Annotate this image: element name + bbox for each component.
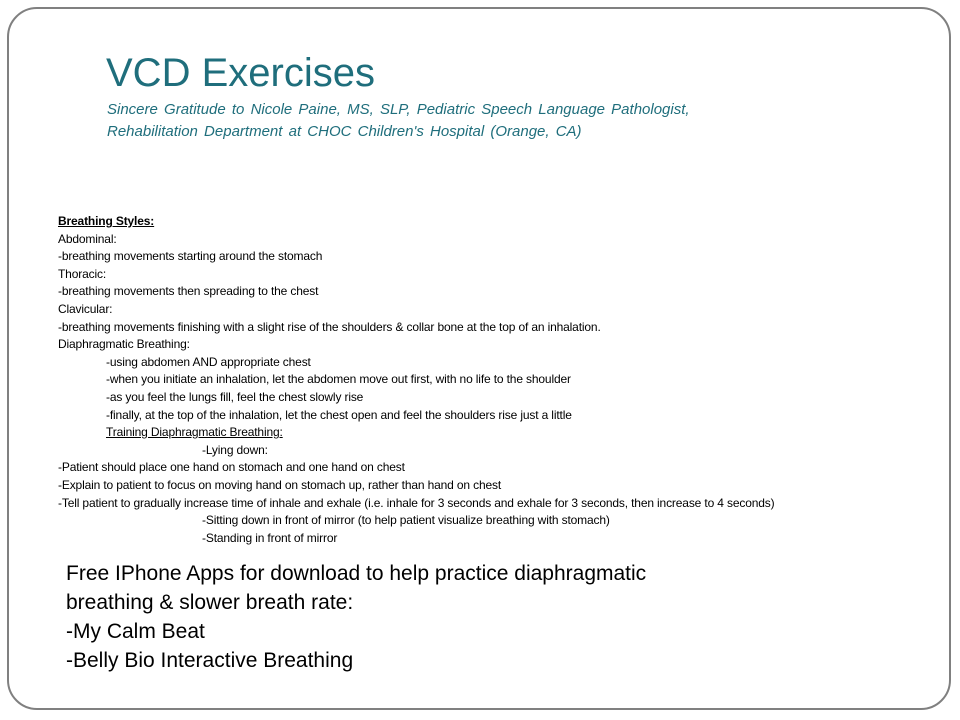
notes-line: Diaphragmatic Breathing: [58,337,190,352]
notes-line: -using abdomen AND appropriate chest [106,354,311,369]
notes-line: -Tell patient to gradually increase time of inhale and exhale (i.e. inhale for 3 seconds and exhale for 3 seconds, then increase to 4 seconds) [58,495,775,510]
notes-line: -finally, at the top of the inhalation, let the chest open and feel the shoulders rise just a little [106,407,572,422]
notes-line: -Patient should place one hand on stomach and one hand on chest [58,460,405,475]
notes-line: Abdominal: [58,231,117,246]
notes-line: -breathing movements finishing with a slight rise of the shoulders & collar bone at the top of an inhalation. [58,319,601,334]
app-item: -My Calm Beat [66,620,205,643]
notes-line: -breathing movements starting around the stomach [58,249,323,264]
slide-title: VCD Exercises [106,51,375,95]
notes-line: -Explain to patient to focus on moving hand on stomach up, rather than hand on chest [58,477,502,492]
notes-line: -Lying down: [202,442,268,457]
slide-subtitle [107,99,690,143]
iphone-apps-block [66,559,646,675]
notes-line: Thoracic: [58,266,106,281]
notes-heading: Breathing Styles: [58,214,155,228]
subtitle-line: Sincere Gratitude to Nicole Paine, MS, SLP, Pediatric Speech Language Pathologist, [107,101,690,118]
breathing-notes [58,213,774,547]
app-item: -Belly Bio Interactive Breathing [66,649,354,672]
subtitle-line: Rehabilitation Department at CHOC Children's Hospital (Orange, CA) [107,123,582,140]
notes-line: Clavicular: [58,301,113,316]
notes-subheading: Training Diaphragmatic Breathing: [106,425,283,440]
notes-line: -as you feel the lungs fill, feel the chest slowly rise [106,389,364,404]
apps-line: Free IPhone Apps for download to help practice diaphragmatic [66,562,647,585]
apps-line: breathing & slower breath rate: [66,591,354,614]
notes-line: -breathing movements then spreading to the chest [58,284,319,299]
notes-line: -Sitting down in front of mirror (to help patient visualize breathing with stomach) [202,513,610,528]
notes-line: -when you initiate an inhalation, let the abdomen move out first, with no life to the shoulder [106,372,571,387]
notes-line: -Standing in front of mirror [202,530,338,545]
